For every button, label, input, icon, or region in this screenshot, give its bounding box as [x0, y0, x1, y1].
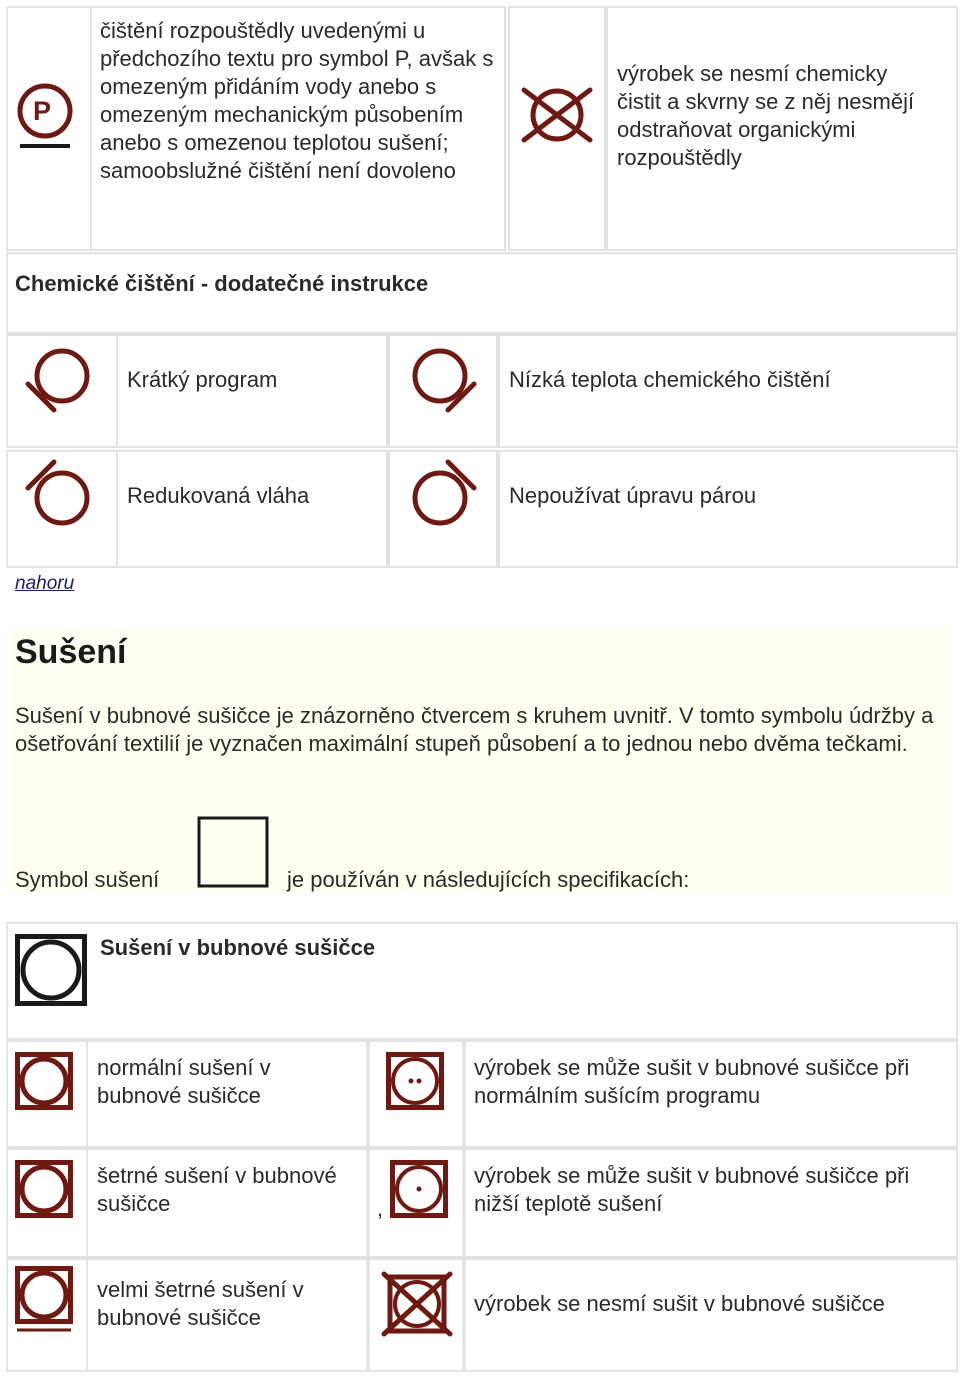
circle-slash-bottom-right-icon [406, 344, 478, 416]
chem-section-title: Chemické čištění - dodatečné instrukce [15, 271, 429, 296]
drying-paragraph [15, 702, 950, 758]
tumble-very-gentle-icon [15, 1266, 73, 1334]
circle-slash-top-left-icon [24, 458, 96, 530]
tumble-row3-right-text: výrobek se nesmí sušit v bubnové sušičce [474, 1291, 885, 1316]
back-to-top-link[interactable]: nahoru [15, 573, 75, 594]
chem-label-no-steam: Nepoužívat úpravu párou [509, 483, 757, 508]
symbol-suffix-text: je používán v následujících specifikacích: [287, 867, 690, 892]
drying-paragraph-part1: Sušení v bubnové sušičce je znázorněno čtvercem s kruhem uvnitř. [15, 703, 673, 728]
drying-heading: Sušení [15, 633, 127, 671]
top-left-text: čištění rozpouštědly uvedenými u předchozího textu pro symbol P, avšak s omezeným přidáním vody anebo s omezeným mechanickým působením anebo s omezenou teplotou sušení; samoobslužné čištění není dovoleno [100, 18, 494, 183]
chem-label-reduced-moisture: Redukovaná vláha [127, 483, 310, 508]
drying-paragraph-part2: V tomto symbolu údržby a ošetřování textilií je vyznačen maximální stupeň působení a to jednou nebo dvěma tečkami. [15, 703, 934, 756]
tumble-row1-right-text: výrobek se může sušit v bubnové sušičce při normálním sušícím programu [474, 1055, 910, 1108]
tumble-row2-right-text: výrobek se může sušit v bubnové sušičce při nižší teplotě sušení [474, 1163, 910, 1216]
chem-label-low-temp: Nízká teplota chemického čištění [509, 367, 831, 392]
p-letter: P [33, 96, 52, 126]
tumble-gentle-icon [15, 1160, 73, 1218]
tumble-one-dot-icon [390, 1160, 448, 1218]
circle-slash-top-right-icon [406, 458, 478, 530]
tumble-normal-icon [15, 1052, 73, 1110]
drying-highlight-box [8, 628, 950, 892]
tumble-title: Sušení v bubnové sušičce [100, 935, 376, 960]
tumble-two-dots-icon [386, 1052, 444, 1110]
top-right-text: výrobek se nesmí chemicky čistit a skvrny se z něj nesmějí odstraňovat organickými rozpouštědly [617, 61, 915, 170]
tumble-row1-left-text: normální sušení v bubnové sušičce [97, 1055, 271, 1108]
tumble-dry-icon [15, 934, 87, 1006]
no-dry-clean-icon [518, 86, 596, 144]
square-dry-icon [197, 816, 269, 888]
circle-slash-bottom-left-icon [24, 344, 96, 416]
tumble-row2-left-text: šetrné sušení v bubnové sušičce [97, 1163, 337, 1216]
chem-label-short-program: Krátký program [127, 367, 278, 392]
tumble-row3-left-text: velmi šetrné sušení v bubnové sušičce [97, 1277, 304, 1330]
symbol-prefix-text: Symbol sušení [15, 867, 160, 892]
no-tumble-dry-icon [382, 1272, 452, 1336]
comma-mark: , [377, 1196, 384, 1221]
